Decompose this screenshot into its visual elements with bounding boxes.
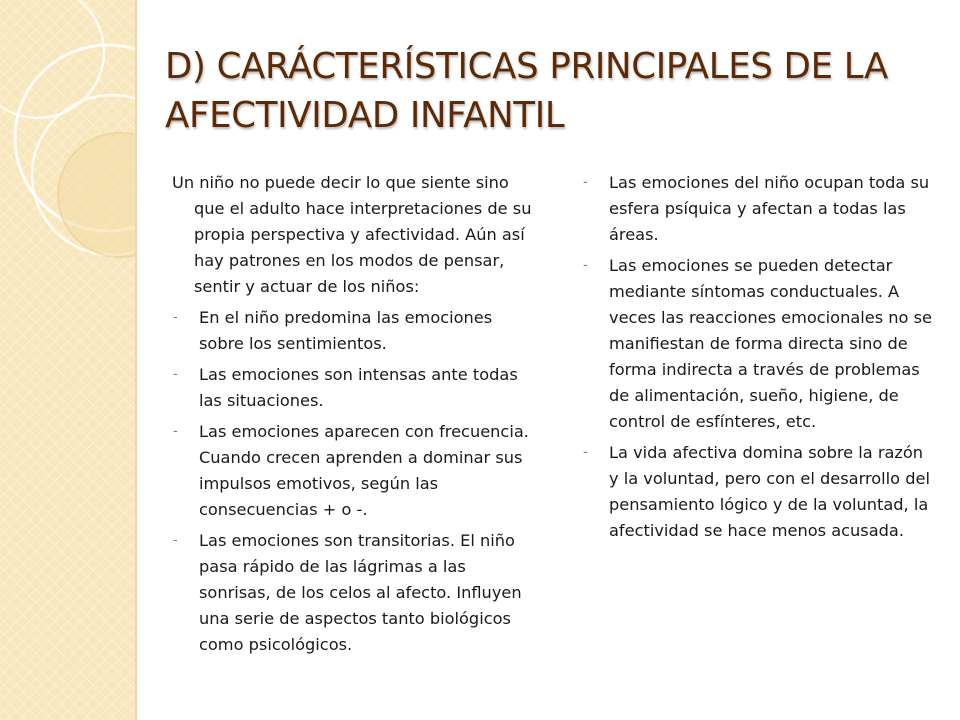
bullet-dash-icon: - [583, 445, 588, 460]
bullet-dash-icon: - [173, 424, 178, 439]
list-item [172, 305, 534, 357]
list-item [172, 528, 534, 658]
bullet-dash-icon: - [583, 258, 588, 273]
bullet-text: Las emociones son intensas ante todas las situaciones. [199, 365, 518, 410]
list-item [172, 419, 534, 523]
bullet-dash-icon: - [173, 367, 178, 382]
intro-paragraph: Un niño no puede decir lo que siente sino que el adulto hace interpretaciones de su propia perspectiva y afectividad. Aún así hay patrones en los modos de pensar, sentir y actuar de los niños: [172, 173, 532, 296]
left-column [172, 170, 534, 663]
bullet-text: Las emociones aparecen con frecuencia. Cuando crecen aprenden a dominar sus impulsos emotivos, según las consecuencias + o -. [199, 422, 529, 519]
bullet-text: La vida afectiva domina sobre la razón y la voluntad, pero con el desarrollo del pensamiento lógico y de la voluntad, la afectividad se hace menos acusada. [609, 443, 930, 540]
slide-title: D) CARÁCTERÍSTICAS PRINCIPALES DE LA AFECTIVIDAD INFANTIL [165, 46, 888, 136]
bullet-text: Las emociones son transitorias. El niño pasa rápido de las lágrimas a las sonrisas, de los celos al afecto. Influyen una serie de aspectos tanto biológicos como psicológicos. [199, 531, 522, 654]
right-bullet-list [582, 170, 937, 544]
bullet-dash-icon: - [583, 175, 588, 190]
bullet-dash-icon: - [173, 533, 178, 548]
left-bullet-list [172, 305, 534, 658]
bullet-text: Las emociones se pueden detectar mediante síntomas conductuales. A veces las reacciones emocionales no se manifiestan de forma directa sino de forma indirecta a través de problemas de alimentación, sueño, higiene, de control de esfínteres, etc. [609, 256, 932, 431]
right-column [582, 170, 937, 549]
list-item [172, 362, 534, 414]
bullet-text: Las emociones del niño ocupan toda su esfera psíquica y afectan a todas las áreas. [609, 173, 930, 244]
list-item [582, 170, 937, 248]
bullet-text: En el niño predomina las emociones sobre los sentimientos. [199, 308, 493, 353]
bullet-dash-icon: - [173, 310, 178, 325]
list-item [582, 253, 937, 435]
decorative-circles [0, 0, 135, 720]
list-item [582, 440, 937, 544]
decorative-sidebar [0, 0, 137, 720]
